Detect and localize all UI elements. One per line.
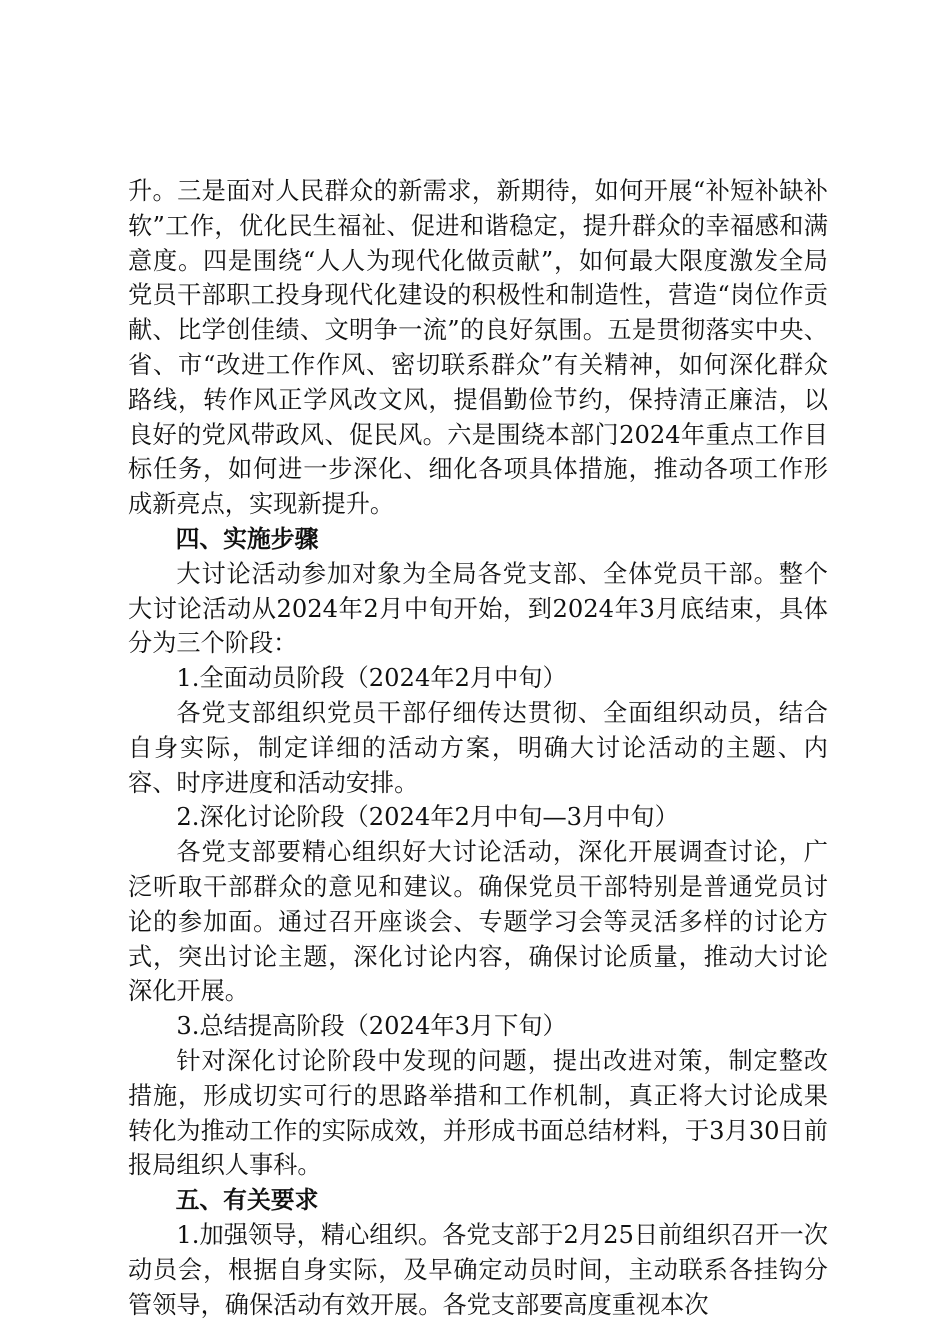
requirement-1-paragraph: 1.加强领导，精心组织。各党支部于2月25日前组织召开一次动员会，根据自身实际，及早确定动员时间，主动联系各挂钩分管领导，确保活动有效开展。各党支部要高度重视本次 xyxy=(128,1220,828,1319)
stage-2-paragraph: 各党支部要精心组织好大讨论活动，深化开展调查讨论，广泛听取干部群众的意见和建议。确保党员干部特别是普通党员讨论的参加面。通过召开座谈会、专题学习会等灵活多样的讨论方式，突出讨论主题，深化讨论内容，确保讨论质量，推动大讨论深化开展。 xyxy=(128,838,828,1006)
document-body xyxy=(128,174,828,1322)
stage-1-title: 1.全面动员阶段（2024年2月中旬） xyxy=(176,664,567,693)
section-heading-requirements: 五、有关要求 xyxy=(175,1186,319,1215)
paragraph-participants: 大讨论活动参加对象为全局各党支部、全体党员干部。整个大讨论活动从2024年2月中旬开始，到2024年3月底结束，具体分为三个阶段： xyxy=(128,559,828,658)
stage-3-title: 3.总结提高阶段（2024年3月下旬） xyxy=(176,1012,567,1041)
stage-2-title: 2.深化讨论阶段（2024年2月中旬—3月中旬） xyxy=(176,803,679,832)
paragraph-continued: 升。三是面对人民群众的新需求，新期待，如何开展“补短补缺补软”工作，优化民生福祉、促进和谐稳定，提升群众的幸福感和满意度。四是围绕“人人为现代化做贡献”，如何最大限度激发全局党员干部职工投身现代化建设的积极性和制造性，营造“岗位作贡献、比学创佳绩、文明争一流”的良好氛围。五是贯彻落实中央、省、市“改进工作作风、密切联系群众”有关精神，如何深化群众路线，转作风正学风改文风，提倡勤俭节约，保持清正廉洁，以良好的党风带政风、促民风。六是围绕本部门2024年重点工作目标任务，如何进一步深化、细化各项具体措施，推动各项工作形成新亮点，实现新提升。 xyxy=(128,177,828,519)
section-heading-implementation-steps: 四、实施步骤 xyxy=(175,524,319,553)
stage-3-paragraph: 针对深化讨论阶段中发现的问题，提出改进对策，制定整改措施，形成切实可行的思路举措和工作机制，真正将大讨论成果转化为推动工作的实际成效，并形成书面总结材料，于3月30日前报局组织人事科。 xyxy=(128,1046,828,1180)
stage-1-paragraph: 各党支部组织党员干部仔细传达贯彻、全面组织动员，结合自身实际，制定详细的活动方案，明确大讨论活动的主题、内容、时序进度和活动安排。 xyxy=(128,698,828,797)
